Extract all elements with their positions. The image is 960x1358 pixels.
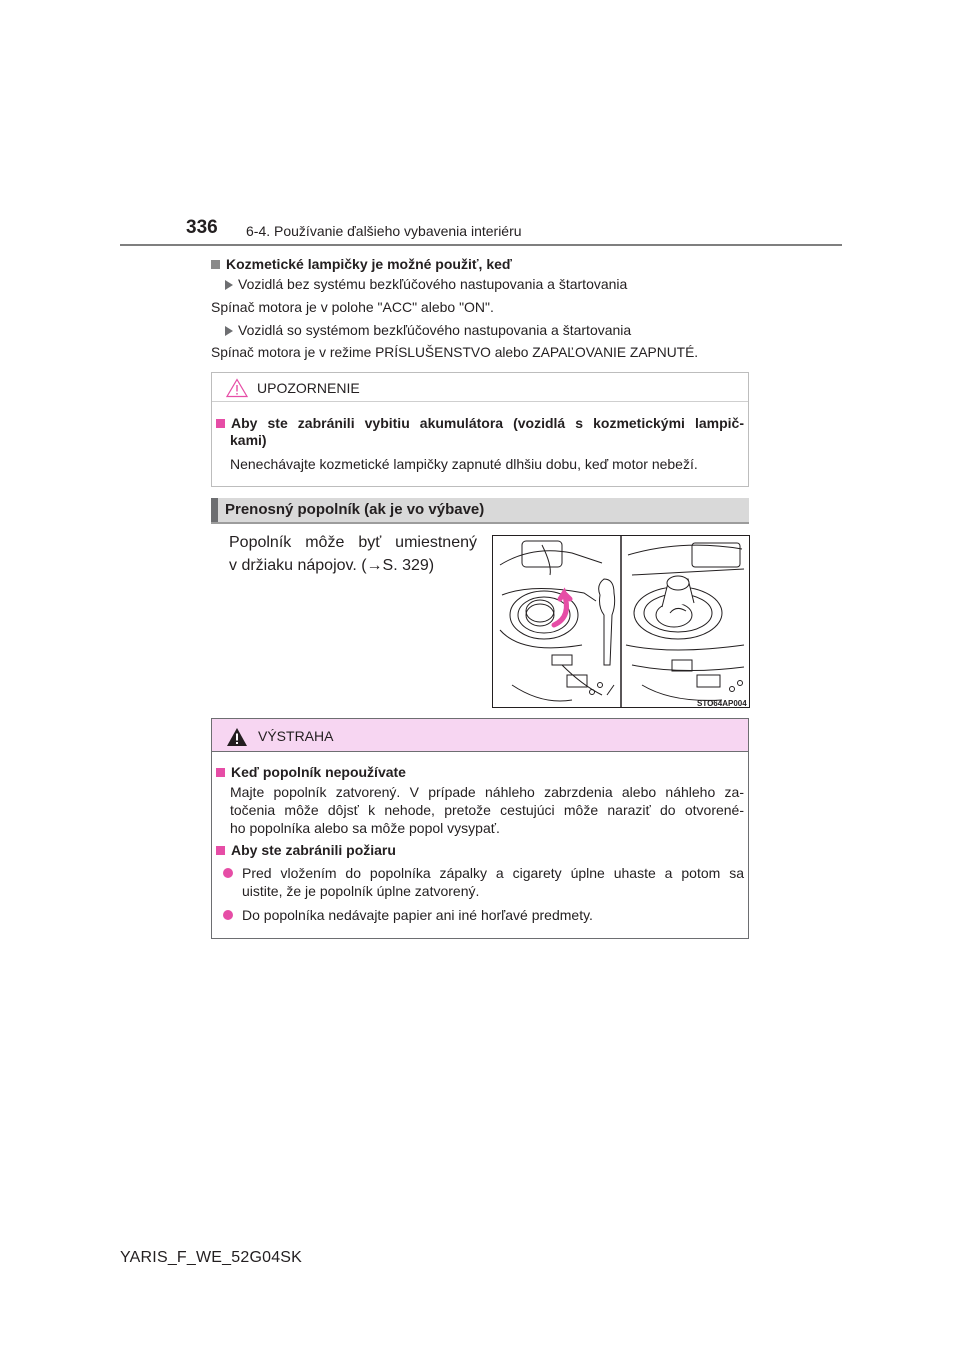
vanity-heading: Kozmetické lampičky je možné použiť, keď [211, 256, 512, 272]
vanity-item-2: Vozidlá so systémom bezkľúčového nastupovania a štartovania [225, 322, 631, 338]
page-number: 336 [186, 217, 218, 238]
warning-box: VÝSTRAHA Keď popolník nepoužívate Majte popolník zatvorený. V prípade náhleho zabrzdenia alebo náhleho za- točenia môže dôjsť k nehode, pretože cestujúci môže naraziť do otvorené- ho popolníka alebo sa môže popol vysypať. Aby ste zabránili požiaru Pred vložením do popolníka zápalky a cigarety úplne uhaste a potom sa uistite, že je popolník úplne zatvorený. Do popolníka nedávajte papier ani iné horľavé predmety. [211, 718, 749, 939]
square-bullet-icon [211, 260, 220, 269]
warning-heading-1: Keď popolník nepoužívate [216, 764, 406, 780]
warning-triangle-icon [226, 727, 248, 747]
ashtray-illustration [492, 535, 750, 708]
warning-title: VÝSTRAHA [258, 728, 334, 744]
ashtray-description: Popolník môže byť umiestnený v držiaku nápojov. (→S. 329) [229, 534, 477, 574]
section-title: 6-4. Používanie ďalšieho vybavenia interiéru [246, 223, 522, 239]
triangle-bullet-icon [225, 326, 233, 336]
dot-bullet-icon [223, 910, 233, 920]
ashtray-section-heading [211, 498, 749, 524]
header-divider [120, 244, 842, 246]
square-bullet-icon [216, 768, 225, 777]
vanity-item-2-text: Spínač motora je v režime PRÍSLUŠENSTVO alebo ZAPAĽOVANIE ZAPNUTÉ. [211, 345, 699, 360]
caution-header [212, 373, 748, 402]
square-bullet-icon [216, 419, 225, 428]
warning-header [212, 719, 748, 752]
vanity-item-1: Vozidlá bez systému bezkľúčového nastupovania a štartovania [225, 276, 627, 292]
square-bullet-icon [216, 846, 225, 855]
figure-code: STO64AP004 [697, 699, 747, 708]
footer-code: YARIS_F_WE_52G04SK [120, 1249, 303, 1266]
caution-triangle-icon [226, 378, 248, 398]
warning-heading-2: Aby ste zabránili požiaru [216, 842, 396, 858]
vanity-item-1-text: Spínač motora je v polohe "ACC" alebo "ON". [211, 299, 494, 315]
caution-title: UPOZORNENIE [257, 380, 360, 396]
dot-bullet-icon [223, 868, 233, 878]
ashtray-section-title: Prenosný popolník (ak je vo výbave) [225, 501, 485, 518]
caution-text: Nenechávajte kozmetické lampičky zapnuté dlhšiu dobu, keď motor nebeží. [230, 456, 698, 472]
caution-heading: Aby ste zabránili vybitiu akumulátora (vozidlá s kozmetickými lampič- kami) [216, 415, 744, 449]
warning-paragraph-1: Majte popolník zatvorený. V prípade náhleho zabrzdenia alebo náhleho za- točenia môže dôjsť k nehode, pretože cestujúci môže naraziť do otvorené- ho popolníka alebo sa môže popol vysypať. [230, 784, 744, 836]
triangle-bullet-icon [225, 280, 233, 290]
caution-box [211, 372, 749, 487]
section-bar [211, 498, 218, 522]
